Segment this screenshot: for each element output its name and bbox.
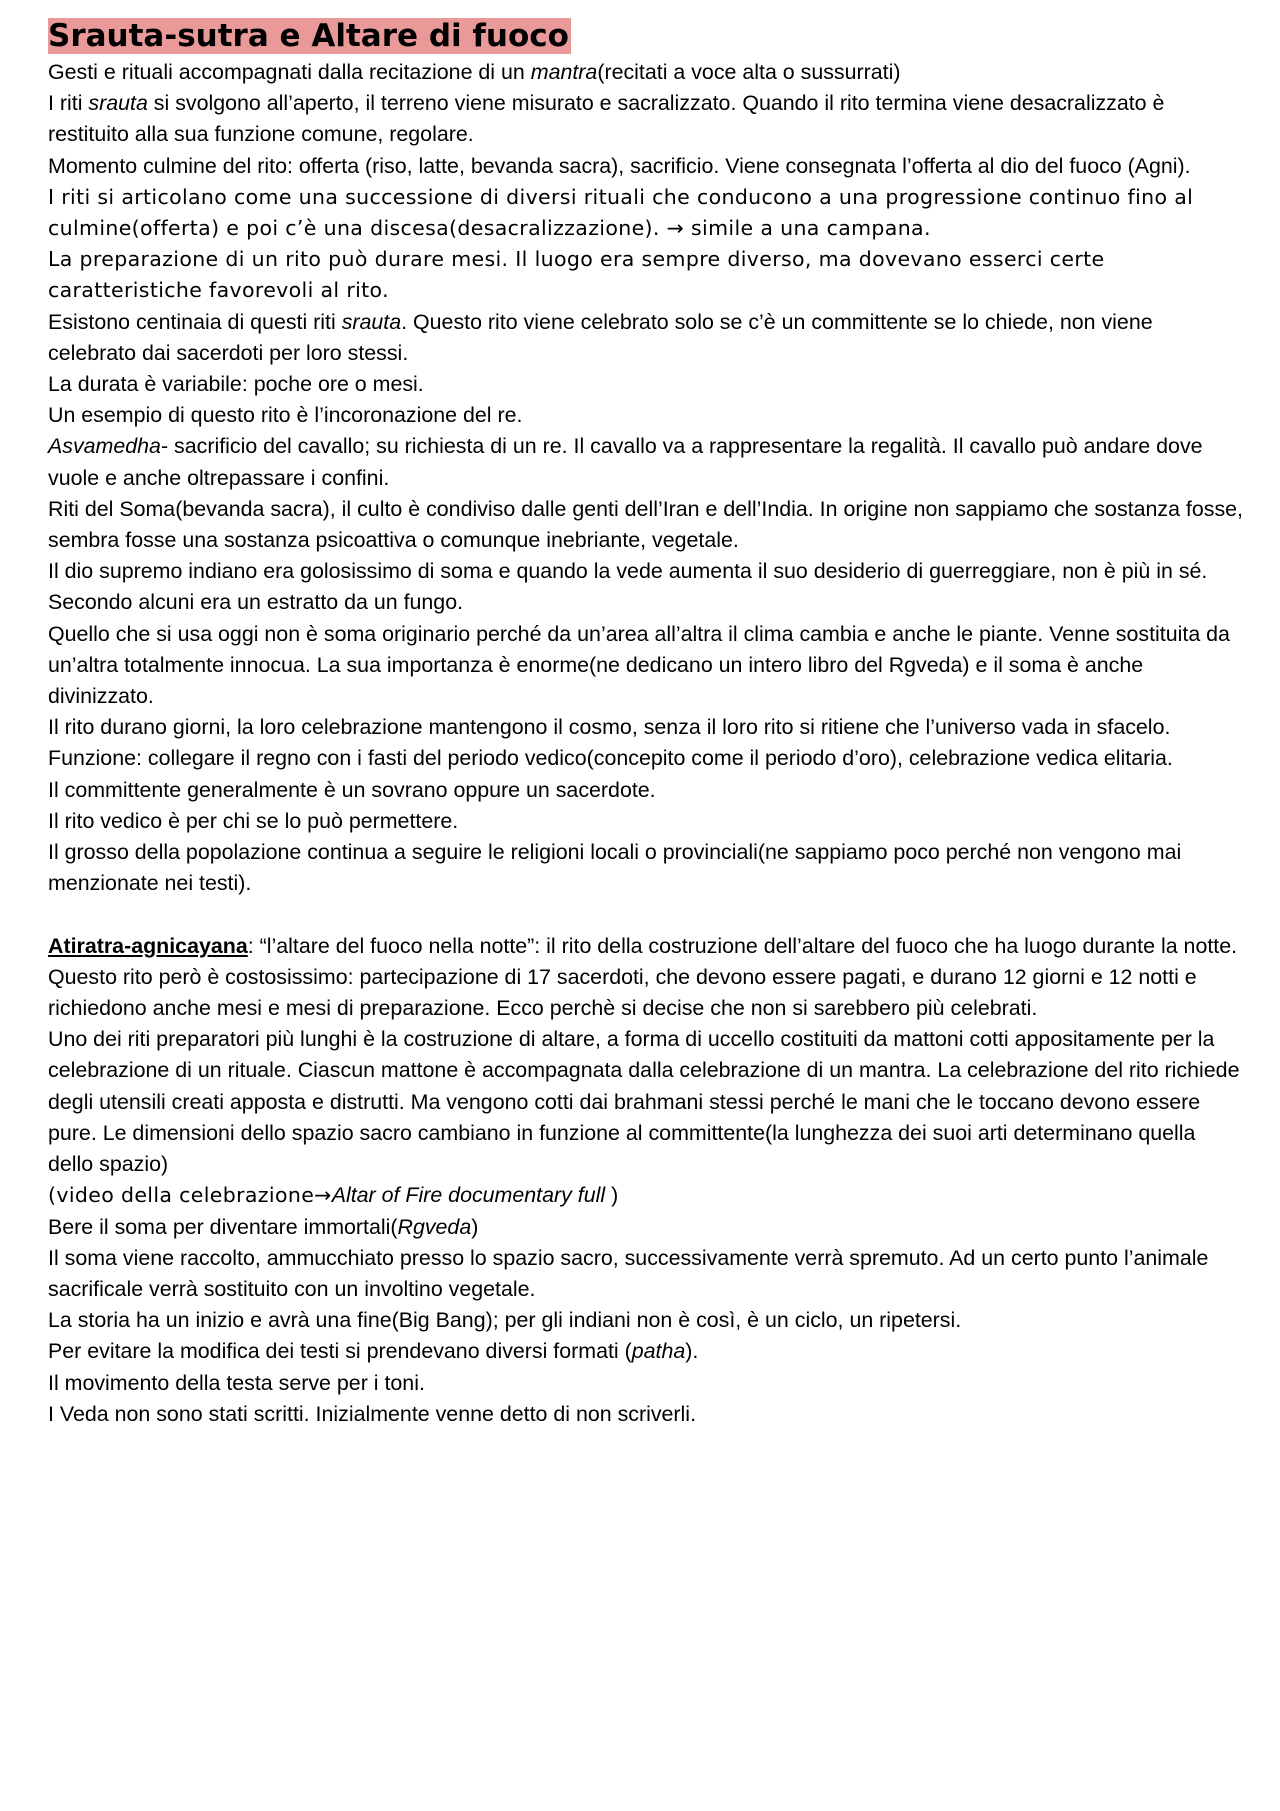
text-run: Gesti e rituali accompagnati dalla recitazione di un bbox=[48, 60, 531, 84]
paragraph: Questo rito però è costosissimo: partecipazione di 17 sacerdoti, che devono essere pagati, e durano 12 giorni e 12 notti e richiedono anche mesi e mesi di preparazione. Ecco perchè si decise che non si sarebbero più celebrati. bbox=[48, 964, 1197, 1021]
video-reference bbox=[48, 1180, 1244, 1211]
italic-term: srauta bbox=[88, 91, 148, 116]
italic-term: Rgveda bbox=[397, 1214, 472, 1239]
paragraph: Il grosso della popolazione continua a seguire le religioni locali o provinciali(ne sappiamo poco perché non vengono mai menzionate nei testi). bbox=[48, 840, 1182, 896]
paragraph: Quello che si usa oggi non è soma originario perché da un’area all’altra il clima cambia e anche le piante. Venne sostituita da un’altra totalmente innocua. La sua importanza è enorme(ne dedicano un intero libro del Rgveda) e il soma è anche divinizzato. bbox=[48, 621, 1230, 709]
paragraph: La preparazione di un rito può durare mesi. Il luogo era sempre diverso, ma dovevano esserci certe caratteristiche favorevoli al rito. bbox=[48, 247, 1105, 303]
highlighted-title: Srauta-sutra e Altare di fuoco bbox=[48, 18, 569, 54]
italic-term: patha bbox=[631, 1339, 686, 1364]
paragraph: Il soma viene raccolto, ammucchiato presso lo spazio sacro, successivamente verrà spremuto. Ad un certo punto l’animale sacrificale verrà sostituito con un involtino vegetale. bbox=[48, 1245, 1209, 1301]
paragraph: Il rito durano giorni, la loro celebrazione mantengono il cosmo, senza il loro rito si ritiene che l’universo vada in sfacelo. Funzione: collegare il regno con i fasti del periodo vedico(concepito come il periodo d’oro), celebrazione vedica elitaria. bbox=[48, 715, 1173, 771]
paragraph: Il dio supremo indiano era golosissimo di soma e quando la vede aumenta il suo desiderio di guerreggiare, non è più in sé. bbox=[48, 559, 1208, 584]
document-page bbox=[48, 16, 1244, 1430]
paragraph: Riti del Soma(bevanda sacra), il culto è condiviso dalle genti dell’Iran e dell’India. In origine non sappiamo che sostanza fosse, sembra fosse una sostanza psicoattiva o comunque inebriante, vegetale. bbox=[48, 496, 1243, 553]
paragraph: La storia ha un inizio e avrà una fine(Big Bang); per gli indiani non è così, è un ciclo, un ripetersi. bbox=[48, 1308, 962, 1333]
paragraph: Il rito vedico è per chi se lo può permettere. bbox=[48, 808, 459, 833]
paragraph: Uno dei riti preparatori più lunghi è la costruzione di altare, a forma di uccello costituiti da mattoni cotti appositamente per la celebrazione di un rituale. Ciascun mattone è accompagnata dalla celebrazione di un mantra. La celebrazione del rito richiede degli utensili creati apposta e distrutti. Ma vengono cotti dai brahmani stessi perché le mani che le toccano devono essere pure. Le dimensioni dello spazio sacro cambiano in funzione al committente(la lunghezza dei suoi arti determinano quella dello spazio) bbox=[48, 1027, 1240, 1177]
text-run: I riti bbox=[48, 91, 89, 116]
paragraph: Un esempio di questo rito è l’incoronazione del re. bbox=[48, 403, 523, 428]
paragraph: Il committente generalmente è un sovrano oppure un sacerdote. bbox=[48, 777, 656, 802]
text-run: ) bbox=[471, 1214, 479, 1239]
paragraph: I Veda non sono stati scritti. Inizialmente venne detto di non scriverli. bbox=[48, 1401, 697, 1426]
text-run: ) bbox=[605, 1183, 619, 1208]
paragraph: I riti si articolano come una successione di diversi rituali che conducono a una progressione continuo fino al culmine(offerta) e poi c’è una discesa(desacralizzazione). → simile a una campana. bbox=[48, 184, 1194, 241]
paragraph bbox=[48, 57, 1244, 88]
text-run: . Questo rito viene celebrato solo se c’è un committente se lo chiede, non viene celebrato dai sacerdoti per loro stessi. bbox=[48, 309, 1153, 365]
text-run: Bere il soma per diventare immortali( bbox=[48, 1214, 398, 1239]
text-run: ). bbox=[685, 1339, 699, 1364]
italic-term: Asvamedha bbox=[48, 434, 161, 459]
italic-term: srauta bbox=[341, 309, 402, 334]
italic-video-title: Altar of Fire documentary full bbox=[331, 1183, 606, 1208]
paragraph bbox=[48, 1212, 1244, 1243]
text-run: : “l’altare del fuoco nella notte”: il rito della costruzione dell’altare del fuoco che ha luogo durante la notte. bbox=[247, 933, 1238, 958]
text-run: Per evitare la modifica dei testi si prendevano diversi formati ( bbox=[48, 1339, 632, 1364]
paragraph bbox=[48, 431, 1244, 493]
paragraph bbox=[48, 88, 1244, 150]
text-run: (video della celebrazione→ bbox=[48, 1183, 332, 1208]
section-heading: Atiratra-agnicayana bbox=[48, 933, 248, 958]
paragraph: Secondo alcuni era un estratto da un fungo. bbox=[48, 590, 464, 615]
text-run: - sacrificio del cavallo; su richiesta di un re. Il cavallo va a rappresentare la regalità. Il cavallo può andare dove vuole e anche oltrepassare i confini. bbox=[48, 434, 1203, 490]
paragraph: Momento culmine del rito: offerta (riso, latte, bevanda sacra), sacrificio. Viene consegnata l’offerta al dio del fuoco (Agni). bbox=[48, 153, 1191, 178]
italic-term: mantra bbox=[530, 60, 598, 84]
text-run: Esistono centinaia di questi riti bbox=[48, 309, 342, 334]
paragraph: Il movimento della testa serve per i toni. bbox=[48, 1370, 425, 1395]
paragraph bbox=[48, 1336, 1244, 1367]
paragraph: La durata è variabile: poche ore o mesi. bbox=[48, 372, 424, 397]
paragraph bbox=[48, 307, 1244, 369]
text-run: (recitati a voce alta o sussurrati) bbox=[597, 60, 901, 84]
text-run: si svolgono all’aperto, il terreno viene misurato e sacralizzato. Quando il rito termina viene desacralizzato è restituito alla sua funzione comune, regolare. bbox=[48, 91, 1165, 147]
blank-line bbox=[48, 899, 1244, 930]
page-title bbox=[48, 16, 1244, 56]
section-heading-paragraph bbox=[48, 931, 1244, 962]
